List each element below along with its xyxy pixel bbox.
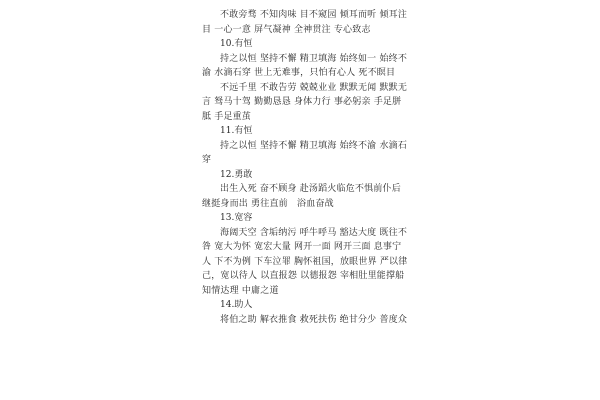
- paragraph-focus-idioms: 不敢旁骛 不知肉味 目不窥园 倾耳而听 倾耳注目 一心一意 屏气凝神 全神贯注 专心致志: [202, 10, 408, 35]
- section-heading-10: 10.有恒: [220, 39, 253, 49]
- section-heading-14: 14.助人: [220, 300, 253, 310]
- paragraph-helping-idioms: 将伯之助 解衣推食 救死扶伤 绝甘分少 普度众: [220, 314, 408, 325]
- paragraph-perseverance-idioms: 持之以恒 坚持不懈 精卫填海 始终如一 始终不渝 水滴石穿 世上无难事，只怕有心人 死不瞑目: [202, 53, 408, 78]
- paragraph-persistence-idioms: 持之以恒 坚持不懈 精卫填海 始终不渝 水滴石穿: [202, 140, 408, 165]
- section-heading-13: 13.宽容: [220, 213, 253, 223]
- paragraph-bravery-idioms: 出生入死 奋不顾身 赴汤蹈火临危不惧前仆后继挺身而出 勇往直前 浴血奋战: [202, 184, 401, 209]
- paragraph-tolerance-idioms: 海阔天空 含垢纳污 呼牛呼马 豁达大度 既往不咎 宽大为怀 宽宏大量 网开一面 网开三面 息事宁人 下不为例 下车泣罪 胸怀祖国，放眼世界 严以律己，宽以待人 以直报怨 以德报怨 宰相肚里能撑船 知情达理 中庸之道: [202, 227, 408, 296]
- paragraph-diligence-idioms: 不远千里 不敢告劳 兢兢业业 默默无闻 默默无言 驽马十驾 勤勤恳恳 身体力行 事必躬亲 手足胼胝 手足重茧: [202, 82, 408, 122]
- section-heading-12: 12.勇敢: [220, 169, 253, 180]
- section-heading-11: 11.有恒: [220, 126, 253, 136]
- document-page: [202, 8, 408, 327]
